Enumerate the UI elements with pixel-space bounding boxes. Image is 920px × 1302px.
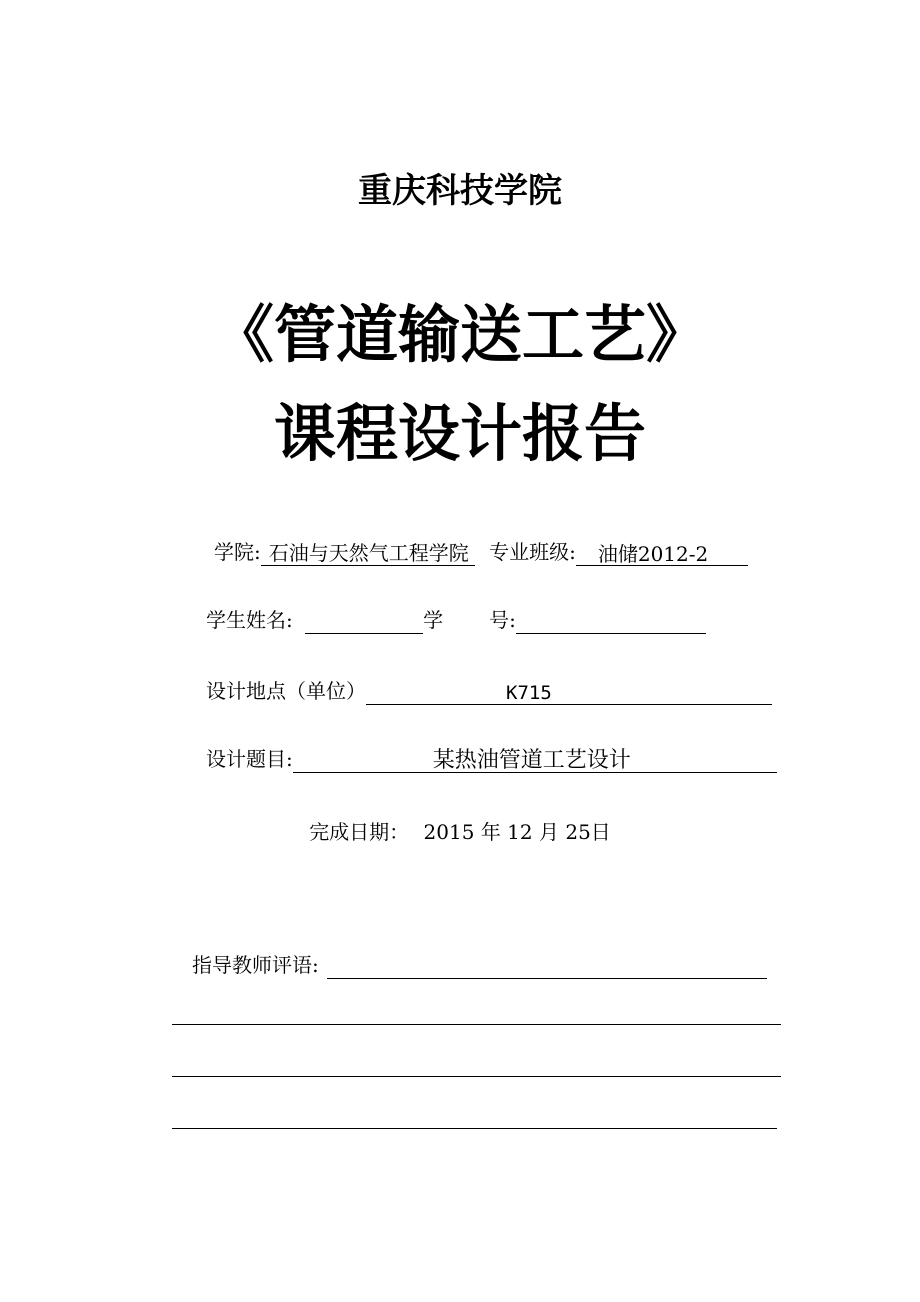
student-name-label: 学生姓名: [206, 608, 293, 632]
comment-line-3[interactable] [172, 1076, 781, 1077]
topic-field[interactable] [293, 747, 777, 773]
date-month: 12 [507, 820, 533, 844]
date-year-unit: 年 [480, 820, 501, 844]
college-field[interactable] [261, 539, 475, 566]
comment-line-2[interactable] [172, 1024, 781, 1025]
date-day-unit: 日 [590, 820, 611, 844]
student-id-label-2: 号: [489, 608, 516, 632]
comment-field-line-1[interactable] [327, 952, 767, 979]
topic-label: 设计题目: [206, 747, 293, 771]
comment-label: 指导教师评语: [192, 953, 319, 977]
place-field[interactable] [366, 679, 772, 705]
student-name-field[interactable] [305, 607, 423, 634]
place-row [206, 677, 772, 705]
date-year: 2015 [423, 820, 475, 844]
topic-row [206, 745, 777, 773]
report-title: 课程设计报告 [273, 397, 646, 470]
place-label: 设计地点（单位） [206, 679, 366, 703]
college-class-row [214, 538, 748, 566]
student-row [206, 606, 706, 634]
college-label: 学院: [214, 540, 261, 564]
student-id-field[interactable] [516, 607, 706, 634]
date-row [0, 818, 920, 846]
comment-line-4[interactable] [172, 1128, 777, 1129]
class-label: 专业班级: [489, 540, 576, 564]
comment-row [192, 951, 767, 979]
course-title: 《管道输送工艺》 [211, 298, 708, 371]
student-id-label-1: 学 [423, 608, 444, 632]
class-field[interactable] [576, 540, 748, 566]
school-name: 重庆科技学院 [358, 171, 562, 211]
class-value: 油储2012-2 [597, 542, 709, 566]
topic-value: 某热油管道工艺设计 [432, 748, 631, 773]
date-day: 25 [565, 820, 591, 844]
date-month-unit: 月 [538, 820, 559, 844]
college-value: 石油与天然气工程学院 [268, 541, 469, 565]
place-value: K715 [506, 682, 552, 704]
date-label: 完成日期： [309, 820, 410, 844]
